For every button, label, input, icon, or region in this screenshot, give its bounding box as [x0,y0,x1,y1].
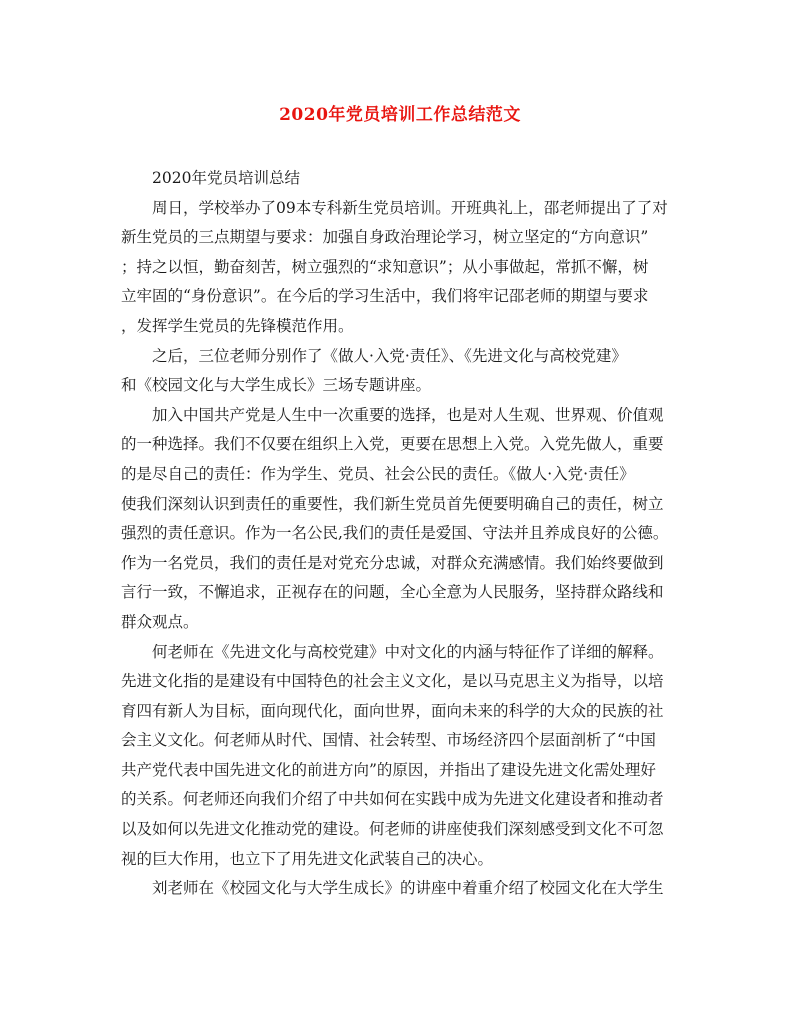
paragraph-line: 使我们深刻认识到责任的重要性，我们新生党员首先便要明确自己的责任，树立 [121,494,664,513]
paragraph-line: 言行一致，不懈追求，正视存在的问题，全心全意为人民服务，坚持群众路线和 [121,583,664,602]
paragraph-line: 强烈的责任意识。作为一名公民,我们的责任是爱国、守法并且养成良好的公德。 [121,524,669,543]
paragraph-line: 会主义文化。何老师从时代、国情、社会转型、市场经济四个层面剖析了“中国 [121,731,656,750]
paragraph-line: 群众观点。 [121,612,199,631]
paragraph-line: 的关系。何老师还向我们介绍了中共如何在实践中成为先进文化建设者和推动者 [121,790,664,809]
paragraph-line: 育四有新人为目标，面向现代化，面向世界，面向未来的科学的大众的民族的社 [121,701,664,720]
paragraph-line: 作为一名党员，我们的责任是对党充分忠诚，对群众充满感情。我们始终要做到 [121,553,664,572]
document-body [121,164,683,904]
paragraph-line: 的一种选择。我们不仅要在组织上入党，更要在思想上入党。入党先做人，重要 [121,435,664,454]
paragraph-line: 加入中国共产党是人生中一次重要的选择，也是对人生观、世界观、价值观 [152,405,664,424]
paragraph-line: 先进文化指的是建设有中国特色的社会主义文化，是以马克思主义为指导，以培 [121,672,664,691]
paragraph-line: ，发挥学生党员的先锋模范作用。 [121,316,354,335]
paragraph-line: 新生党员的三点期望与要求：加强自身政治理论学习，树立坚定的“方向意识” [121,228,649,247]
paragraph-line: 共产党代表中国先进文化的前进方向”的原因，并指出了建设先进文化需处理好 [121,760,656,779]
paragraph-line: 以及如何以先进文化推动党的建设。何老师的讲座使我们深刻感受到文化不可忽 [121,820,664,839]
paragraph-line: 的是尽自己的责任：作为学生、党员、社会公民的责任。《做人·入党·责任》 [121,464,635,483]
paragraph-line: 视的巨大作用，也立下了用先进文化武装自己的决心。 [121,849,494,868]
paragraph-line: 和《校园文化与大学生成长》三场专题讲座。 [121,376,432,395]
paragraph-line: 刘老师在《校园文化与大学生成长》的讲座中着重介绍了校园文化在大学生 [152,879,664,898]
paragraph-line: ；持之以恒，勤奋刻苦，树立强烈的“求知意识”；从小事做起，常抓不懈，树 [121,257,649,276]
paragraph-line: 周日，学校举办了09本专科新生党员培训。开班典礼上，邵老师提出了了对 [152,198,668,217]
paragraph-line: 何老师在《先进文化与高校党建》中对文化的内涵与特征作了详细的解释。 [152,642,664,661]
paragraph-line: 之后，三位老师分别作了《做人·入党·责任》、《先进文化与高校党建》 [152,346,627,365]
subtitle-line: 2020年党员培训总结 [152,169,300,187]
paragraph-line: 立牢固的“身份意识”。在今后的学习生活中，我们将牢记邵老师的期望与要求 [121,287,649,306]
document-title: 2020年党员培训工作总结范文 [279,105,521,125]
